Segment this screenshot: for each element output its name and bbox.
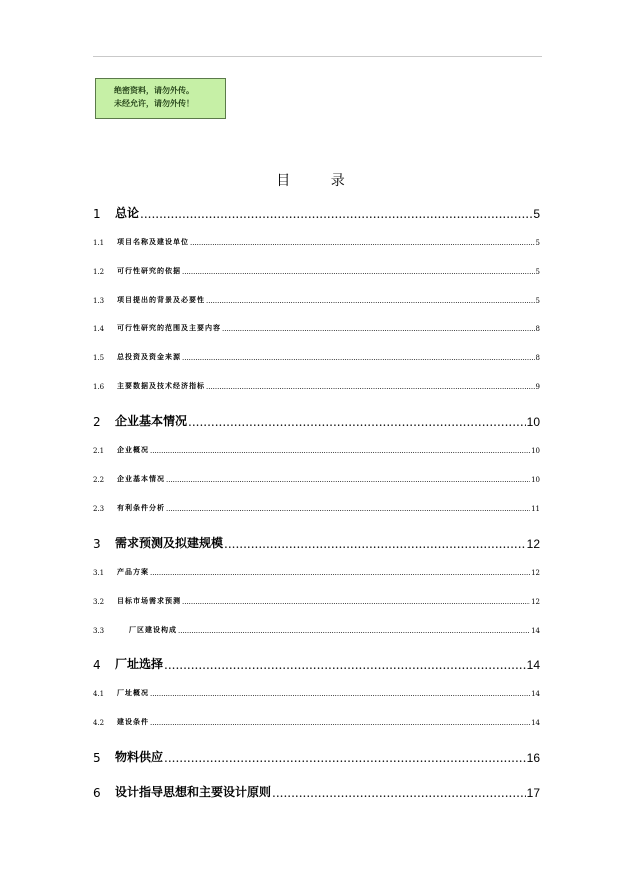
toc-leader-dots [164,751,526,765]
toc-entry-label: 厂址概况 [117,688,149,697]
toc-leader-dots [182,268,535,276]
toc-entry-label: 项目名称及建设单位 [117,237,189,246]
toc-entry-label: 厂区建设构成 [129,625,177,634]
toc-entry-page: 10 [526,415,540,429]
toc-leader-dots [150,690,530,698]
toc-entry-label: 主要数据及技术经济指标 [117,381,205,390]
toc-entry-page: 14 [531,627,540,635]
toc-leader-dots [182,598,530,606]
toc-entry-number: 1.4 [93,325,105,333]
toc-entry[interactable] [93,656,540,672]
toc-entry-page: 14 [531,719,540,727]
toc-entry-page: 14 [526,658,540,672]
toc-entry[interactable] [93,717,540,727]
toc-entry-page: 9 [535,383,540,391]
toc-entry-number: 6 [93,786,101,800]
toc-entry-label: 总投资及资金来源 [117,352,181,361]
toc-entry-label: 可行性研究的范围及主要内容 [117,323,221,332]
toc-entry[interactable] [93,784,540,800]
toc-entry-number: 1.5 [93,354,105,362]
toc-entry-page: 5 [535,239,540,247]
toc-entry-label: 目标市场需求预测 [117,596,181,605]
toc-entry-label: 设计指导思想和主要设计原则 [115,785,272,799]
toc-leader-dots [178,627,530,635]
toc-entry-page: 10 [531,447,540,455]
toc-entry-page: 12 [531,598,540,606]
toc-entry-number: 1.3 [93,297,105,305]
toc-entry[interactable] [93,503,540,513]
toc-leader-dots [182,354,535,362]
toc-leader-dots [166,505,530,513]
toc-entry[interactable] [93,266,540,276]
toc-entry-number: 3.3 [93,627,105,635]
toc-leader-dots [166,476,530,484]
toc-entry-page: 12 [526,537,540,551]
toc-entry[interactable] [93,295,540,305]
toc-entry[interactable] [93,596,540,606]
toc-entry-label: 企业基本情况 [115,414,188,428]
toc-leader-dots [206,297,535,305]
toc-leader-dots [272,786,526,800]
toc-leader-dots [150,719,530,727]
toc-leader-dots [188,415,526,429]
toc-entry-label: 需求预测及拟建规模 [115,536,224,550]
toc-entry-label: 总论 [115,206,140,220]
toc-leader-dots [206,383,535,391]
toc-title: 目 录 [276,173,363,189]
toc-entry[interactable] [93,237,540,247]
toc-entry-page: 10 [531,476,540,484]
toc-entry-number: 2 [93,415,101,429]
toc-entry-number: 3.1 [93,569,105,577]
confidential-notice-box [95,78,226,119]
toc-leader-dots [150,447,530,455]
toc-entry[interactable] [93,749,540,765]
toc-entry-label: 建设条件 [117,717,149,726]
toc-entry-page: 17 [526,786,540,800]
toc-entry-page: 8 [535,354,540,362]
toc-entry-page: 5 [535,297,540,305]
toc-entry-number: 1.2 [93,268,105,276]
toc-leader-dots [224,537,526,551]
toc-entry-page: 5 [535,268,540,276]
toc-entry[interactable] [93,567,540,577]
toc-entry[interactable] [93,445,540,455]
toc-entry-page: 5 [533,207,540,221]
toc-entry-page: 12 [531,569,540,577]
toc-entry-label: 企业基本情况 [117,474,165,483]
toc-leader-dots [150,569,530,577]
toc-entry-number: 2.1 [93,447,105,455]
toc-entry-page: 11 [531,505,540,513]
toc-entry-number: 1.6 [93,383,105,391]
toc-leader-dots [222,325,535,333]
toc-leader-dots [140,207,532,221]
toc-entry-number: 2.2 [93,476,105,484]
toc-entry-number: 4.2 [93,719,105,727]
toc-entry-label: 项目提出的背景及必要性 [117,295,205,304]
toc-entry-page: 16 [526,751,540,765]
toc-entry[interactable] [93,688,540,698]
toc-entry[interactable] [93,352,540,362]
toc-entry[interactable] [93,413,540,429]
toc-entry-number: 4 [93,658,101,672]
toc-entry-label: 厂址选择 [115,657,164,671]
toc-leader-dots [190,239,535,247]
toc-entry[interactable] [93,323,540,333]
notice-line-2: 未经允许，请勿外传！ [114,98,194,108]
toc-entry-number: 1 [93,207,101,221]
toc-entry-page: 8 [535,325,540,333]
toc-entry-number: 3 [93,537,101,551]
toc-entry-number: 3.2 [93,598,105,606]
notice-line-1: 绝密资料，请勿外传。 [114,85,194,95]
toc-entry[interactable] [93,625,540,635]
toc-entry-label: 可行性研究的依据 [117,266,181,275]
toc-entry-number: 5 [93,751,101,765]
toc-entry[interactable] [93,205,540,221]
toc-entry-label: 有利条件分析 [117,503,165,512]
toc-entry[interactable] [93,474,540,484]
toc-entry-label: 物料供应 [115,750,164,764]
toc-entry[interactable] [93,535,540,551]
toc-entry-label: 产品方案 [117,567,149,576]
toc-entry-label: 企业概况 [117,445,149,454]
toc-entry-number: 1.1 [93,239,105,247]
header-rule [93,56,542,57]
toc-leader-dots [164,658,526,672]
toc-entry-number: 4.1 [93,690,105,698]
toc-entry[interactable] [93,381,540,391]
toc-entry-page: 14 [531,690,540,698]
toc-entry-number: 2.3 [93,505,105,513]
